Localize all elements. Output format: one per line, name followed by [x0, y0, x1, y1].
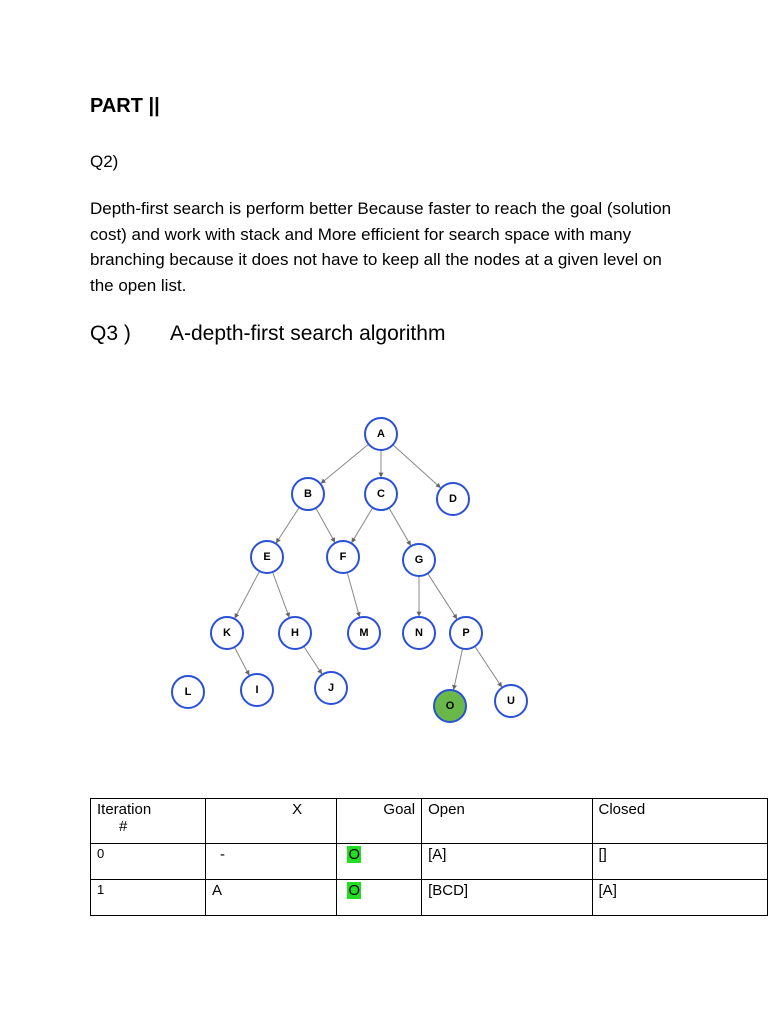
edge-C-F: [352, 508, 373, 543]
header-iteration: Iteration #: [91, 799, 206, 844]
tree-node-G: [403, 544, 435, 576]
edge-B-F: [316, 508, 335, 542]
edge-K-I: [234, 647, 249, 675]
cell-open: [BCD]: [422, 880, 592, 916]
cell-x: A: [205, 880, 336, 916]
tree-node-J: [315, 672, 347, 704]
tree-node-M: [348, 617, 380, 649]
cell-goal: O: [337, 880, 422, 916]
edge-E-H: [273, 572, 290, 617]
cell-iteration: 0: [91, 844, 206, 880]
node-label: J: [327, 682, 335, 694]
tree-node-E: [251, 541, 283, 573]
node-label: B: [304, 488, 312, 500]
tree-node-O: [434, 690, 466, 722]
cell-x: -: [205, 844, 336, 880]
node-label: L: [184, 686, 192, 698]
tree-node-C: [365, 478, 397, 510]
cell-closed: []: [592, 844, 767, 880]
edge-P-U: [475, 646, 502, 686]
tree-node-P: [450, 617, 482, 649]
tree-node-I: [241, 674, 273, 706]
header-open: Open: [422, 799, 592, 844]
q2-label: Q2): [90, 152, 119, 171]
cell-iteration: 1: [91, 880, 206, 916]
node-label: G: [414, 554, 424, 566]
header-x: X: [205, 799, 336, 844]
node-label: N: [415, 627, 423, 639]
q2-answer: Depth-first search is perform better Because faster to reach the goal (solution cost) and work with stack and More efficient for search space with many branching because it does not have to keep all the nodes at a given level on the open list.: [90, 199, 672, 295]
node-label: D: [449, 493, 457, 505]
q3-title: A-depth-first search algorithm: [170, 322, 446, 345]
node-label: A: [377, 428, 385, 440]
node-label: C: [377, 488, 385, 500]
edge-A-D: [393, 445, 441, 488]
dfs-table: [90, 798, 768, 916]
table-row: [91, 880, 768, 916]
node-label: E: [263, 551, 271, 563]
section-heading: PART ||: [90, 95, 160, 117]
node-label: F: [339, 551, 347, 563]
tree-node-K: [211, 617, 243, 649]
node-label: K: [223, 627, 231, 639]
node-label: M: [359, 627, 369, 639]
edge-C-G: [389, 508, 411, 545]
header-goal: Goal: [337, 799, 422, 844]
tree-node-F: [327, 541, 359, 573]
node-label: O: [445, 700, 455, 712]
edge-P-O: [454, 649, 463, 690]
node-label: P: [462, 627, 470, 639]
node-label: I: [255, 684, 259, 696]
tree-node-H: [279, 617, 311, 649]
tree-node-D: [437, 483, 469, 515]
table-row: [91, 844, 768, 880]
tree-node-N: [403, 617, 435, 649]
cell-open: [A]: [422, 844, 592, 880]
tree-nodes: [172, 418, 527, 722]
table-header-row: [91, 799, 768, 844]
cell-goal: O: [337, 844, 422, 880]
edge-G-P: [428, 573, 457, 618]
node-label: H: [291, 627, 299, 639]
header-closed: Closed: [592, 799, 767, 844]
node-label: U: [507, 695, 515, 707]
edge-H-J: [304, 646, 322, 673]
edge-B-E: [276, 507, 299, 542]
cell-closed: [A]: [592, 880, 767, 916]
q3-label: Q3 ): [90, 322, 131, 345]
edge-A-B: [321, 444, 369, 483]
edge-E-K: [235, 571, 260, 618]
tree-node-L: [172, 676, 204, 708]
tree-node-B: [292, 478, 324, 510]
tree-node-A: [365, 418, 397, 450]
tree-node-U: [495, 685, 527, 717]
edge-F-M: [347, 572, 359, 616]
